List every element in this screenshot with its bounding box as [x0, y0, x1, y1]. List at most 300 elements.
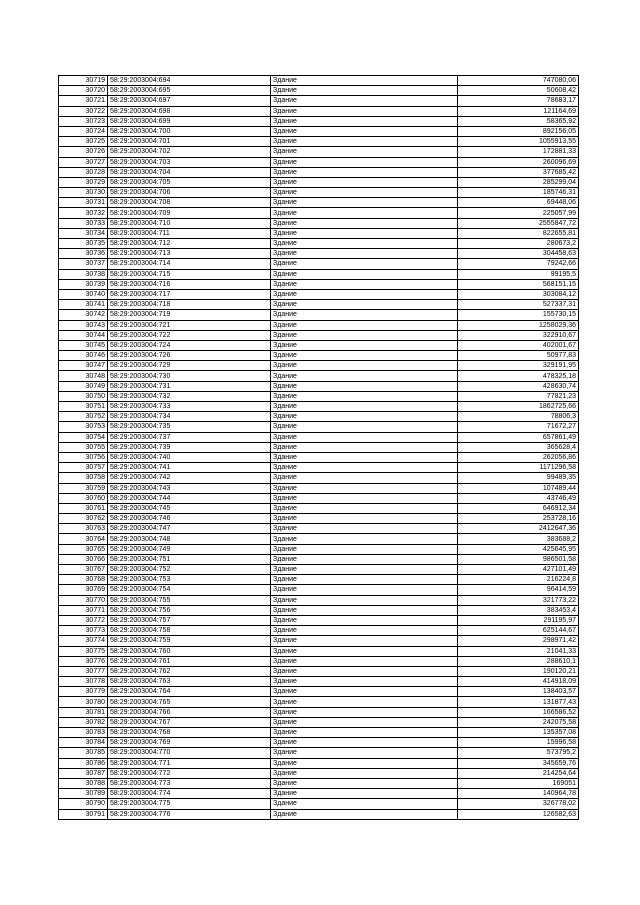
cadastral-number-cell: 58:29:2003004:759: [108, 636, 271, 646]
object-type-cell: Здание: [271, 361, 458, 371]
table-row: [59, 452, 579, 462]
object-type-cell: Здание: [271, 768, 458, 778]
table-row: [59, 177, 579, 187]
cadastral-value-cell: 216224,8: [458, 575, 579, 585]
cadastral-value-cell: 298971,42: [458, 636, 579, 646]
table-row: [59, 239, 579, 249]
cadastral-value-cell: 262056,86: [458, 452, 579, 462]
row-number-cell: 30724: [59, 126, 108, 136]
object-type-cell: Здание: [271, 259, 458, 269]
cadastral-value-cell: 71672,27: [458, 422, 579, 432]
row-number-cell: 30783: [59, 728, 108, 738]
object-type-cell: Здание: [271, 544, 458, 554]
row-number-cell: 30775: [59, 646, 108, 656]
cadastral-number-cell: 58:29:2003004:772: [108, 768, 271, 778]
object-type-cell: Здание: [271, 666, 458, 676]
cadastral-number-cell: 58:29:2003004:767: [108, 717, 271, 727]
row-number-cell: 30767: [59, 565, 108, 575]
object-type-cell: Здание: [271, 717, 458, 727]
cadastral-value-cell: 155730,15: [458, 310, 579, 320]
cadastral-number-cell: 58:29:2003004:710: [108, 218, 271, 228]
cadastral-value-cell: 321773,22: [458, 595, 579, 605]
row-number-cell: 30756: [59, 452, 108, 462]
table-row: [59, 473, 579, 483]
cadastral-value-cell: 657861,49: [458, 432, 579, 442]
cadastral-value-cell: 96414,59: [458, 585, 579, 595]
cadastral-number-cell: 58:29:2003004:773: [108, 778, 271, 788]
cadastral-number-cell: 58:29:2003004:754: [108, 585, 271, 595]
object-type-cell: Здание: [271, 585, 458, 595]
object-type-cell: Здание: [271, 86, 458, 96]
table-row: [59, 707, 579, 717]
table-row: [59, 554, 579, 564]
cadastral-number-cell: 58:29:2003004:769: [108, 738, 271, 748]
object-type-cell: Здание: [271, 575, 458, 585]
row-number-cell: 30720: [59, 86, 108, 96]
row-number-cell: 30764: [59, 534, 108, 544]
table-row: [59, 126, 579, 136]
table-row: [59, 208, 579, 218]
cadastral-number-cell: 58:29:2003004:730: [108, 371, 271, 381]
table-row: [59, 646, 579, 656]
row-number-cell: 30776: [59, 656, 108, 666]
table-row: [59, 228, 579, 238]
object-type-cell: Здание: [271, 340, 458, 350]
row-number-cell: 30737: [59, 259, 108, 269]
cadastral-value-cell: 58365,92: [458, 116, 579, 126]
object-type-cell: Здание: [271, 442, 458, 452]
object-type-cell: Здание: [271, 514, 458, 524]
cadastral-number-cell: 58:29:2003004:711: [108, 228, 271, 238]
table-row: [59, 534, 579, 544]
table-row: [59, 677, 579, 687]
object-type-cell: Здание: [271, 188, 458, 198]
cadastral-number-cell: 58:29:2003004:713: [108, 249, 271, 259]
cadastral-value-cell: 329191,95: [458, 361, 579, 371]
cadastral-number-cell: 58:29:2003004:756: [108, 605, 271, 615]
row-number-cell: 30730: [59, 188, 108, 198]
cadastral-number-cell: 58:29:2003004:753: [108, 575, 271, 585]
row-number-cell: 30765: [59, 544, 108, 554]
table-row: [59, 391, 579, 401]
cadastral-value-cell: 345659,76: [458, 758, 579, 768]
table-row: [59, 697, 579, 707]
cadastral-number-cell: 58:29:2003004:744: [108, 493, 271, 503]
row-number-cell: 30774: [59, 636, 108, 646]
cadastral-number-cell: 58:29:2003004:726: [108, 351, 271, 361]
row-number-cell: 30770: [59, 595, 108, 605]
cadastral-value-cell: 527337,31: [458, 300, 579, 310]
row-number-cell: 30734: [59, 228, 108, 238]
table-row: [59, 565, 579, 575]
cadastral-number-cell: 58:29:2003004:764: [108, 687, 271, 697]
table-row: [59, 412, 579, 422]
cadastral-value-cell: 428630,74: [458, 381, 579, 391]
table-row: [59, 666, 579, 676]
row-number-cell: 30736: [59, 249, 108, 259]
object-type-cell: Здание: [271, 422, 458, 432]
table-row: [59, 636, 579, 646]
cadastral-number-cell: 58:29:2003004:743: [108, 483, 271, 493]
object-type-cell: Здание: [271, 534, 458, 544]
table-row: [59, 463, 579, 473]
cadastral-value-cell: 79242,66: [458, 259, 579, 269]
row-number-cell: 30760: [59, 493, 108, 503]
cadastral-number-cell: 58:29:2003004:703: [108, 157, 271, 167]
cadastral-value-cell: 2555847,72: [458, 218, 579, 228]
cadastral-number-cell: 58:29:2003004:716: [108, 279, 271, 289]
row-number-cell: 30763: [59, 524, 108, 534]
cadastral-value-cell: 69448,06: [458, 198, 579, 208]
cadastral-value-cell: 427101,49: [458, 565, 579, 575]
object-type-cell: Здание: [271, 76, 458, 86]
row-number-cell: 30742: [59, 310, 108, 320]
cadastral-value-cell: 646912,34: [458, 503, 579, 513]
table-row: [59, 116, 579, 126]
cadastral-number-cell: 58:29:2003004:715: [108, 269, 271, 279]
row-number-cell: 30728: [59, 167, 108, 177]
cadastral-value-cell: 402001,67: [458, 340, 579, 350]
cadastral-value-cell: 166586,52: [458, 707, 579, 717]
object-type-cell: Здание: [271, 289, 458, 299]
object-type-cell: Здание: [271, 493, 458, 503]
cadastral-number-cell: 58:29:2003004:737: [108, 432, 271, 442]
cadastral-number-cell: 58:29:2003004:722: [108, 330, 271, 340]
object-type-cell: Здание: [271, 198, 458, 208]
table-row: [59, 514, 579, 524]
table-row: [59, 544, 579, 554]
object-type-cell: Здание: [271, 697, 458, 707]
table-body: [59, 76, 579, 820]
cadastral-value-cell: 140964,78: [458, 789, 579, 799]
table-row: [59, 738, 579, 748]
row-number-cell: 30784: [59, 738, 108, 748]
table-row: [59, 768, 579, 778]
table-row: [59, 279, 579, 289]
row-number-cell: 30739: [59, 279, 108, 289]
cadastral-number-cell: 58:29:2003004:731: [108, 381, 271, 391]
object-type-cell: Здание: [271, 554, 458, 564]
cadastral-value-cell: 225057,99: [458, 208, 579, 218]
row-number-cell: 30740: [59, 289, 108, 299]
row-number-cell: 30725: [59, 137, 108, 147]
cadastral-number-cell: 58:29:2003004:704: [108, 167, 271, 177]
cadastral-number-cell: 58:29:2003004:763: [108, 677, 271, 687]
cadastral-value-cell: 377685,42: [458, 167, 579, 177]
table-row: [59, 218, 579, 228]
cadastral-number-cell: 58:29:2003004:758: [108, 626, 271, 636]
cadastral-number-cell: 58:29:2003004:740: [108, 452, 271, 462]
cadastral-number-cell: 58:29:2003004:762: [108, 666, 271, 676]
object-type-cell: Здание: [271, 157, 458, 167]
cadastral-number-cell: 58:29:2003004:734: [108, 412, 271, 422]
object-type-cell: Здание: [271, 310, 458, 320]
cadastral-number-cell: 58:29:2003004:771: [108, 758, 271, 768]
object-type-cell: Здание: [271, 758, 458, 768]
object-type-cell: Здание: [271, 799, 458, 809]
table-row: [59, 687, 579, 697]
object-type-cell: Здание: [271, 656, 458, 666]
cadastral-value-cell: 260096,69: [458, 157, 579, 167]
cadastral-value-cell: 291195,97: [458, 615, 579, 625]
cadastral-value-cell: 1171296,58: [458, 463, 579, 473]
object-type-cell: Здание: [271, 391, 458, 401]
cadastral-value-cell: 892156,05: [458, 126, 579, 136]
row-number-cell: 30773: [59, 626, 108, 636]
cadastral-value-cell: 43746,49: [458, 493, 579, 503]
row-number-cell: 30733: [59, 218, 108, 228]
cadastral-value-cell: 288610,1: [458, 656, 579, 666]
row-number-cell: 30780: [59, 697, 108, 707]
object-type-cell: Здание: [271, 351, 458, 361]
cadastral-number-cell: 58:29:2003004:709: [108, 208, 271, 218]
cadastral-value-cell: 15996,58: [458, 738, 579, 748]
table-row: [59, 483, 579, 493]
table-row: [59, 310, 579, 320]
cadastral-number-cell: 58:29:2003004:768: [108, 728, 271, 738]
row-number-cell: 30735: [59, 239, 108, 249]
row-number-cell: 30741: [59, 300, 108, 310]
row-number-cell: 30751: [59, 402, 108, 412]
row-number-cell: 30761: [59, 503, 108, 513]
row-number-cell: 30759: [59, 483, 108, 493]
cadastral-number-cell: 58:29:2003004:755: [108, 595, 271, 605]
row-number-cell: 30757: [59, 463, 108, 473]
row-number-cell: 30744: [59, 330, 108, 340]
cadastral-value-cell: 99195,5: [458, 269, 579, 279]
object-type-cell: Здание: [271, 503, 458, 513]
cadastral-number-cell: 58:29:2003004:717: [108, 289, 271, 299]
cadastral-number-cell: 58:29:2003004:700: [108, 126, 271, 136]
table-row: [59, 96, 579, 106]
object-type-cell: Здание: [271, 432, 458, 442]
table-row: [59, 432, 579, 442]
cadastral-number-cell: 58:29:2003004:742: [108, 473, 271, 483]
object-type-cell: Здание: [271, 473, 458, 483]
cadastral-number-cell: 58:29:2003004:761: [108, 656, 271, 666]
row-number-cell: 30738: [59, 269, 108, 279]
cadastral-value-cell: 78806,3: [458, 412, 579, 422]
cadastral-value-cell: 253728,16: [458, 514, 579, 524]
data-table: [58, 75, 579, 820]
object-type-cell: Здание: [271, 677, 458, 687]
cadastral-value-cell: 169051: [458, 778, 579, 788]
row-number-cell: 30785: [59, 748, 108, 758]
cadastral-value-cell: 365628,4: [458, 442, 579, 452]
row-number-cell: 30788: [59, 778, 108, 788]
object-type-cell: Здание: [271, 371, 458, 381]
row-number-cell: 30786: [59, 758, 108, 768]
row-number-cell: 30778: [59, 677, 108, 687]
row-number-cell: 30779: [59, 687, 108, 697]
cadastral-number-cell: 58:29:2003004:766: [108, 707, 271, 717]
object-type-cell: Здание: [271, 167, 458, 177]
object-type-cell: Здание: [271, 646, 458, 656]
cadastral-value-cell: 986501,58: [458, 554, 579, 564]
object-type-cell: Здание: [271, 463, 458, 473]
cadastral-number-cell: 58:29:2003004:697: [108, 96, 271, 106]
object-type-cell: Здание: [271, 809, 458, 819]
cadastral-value-cell: 99489,35: [458, 473, 579, 483]
object-type-cell: Здание: [271, 636, 458, 646]
cadastral-number-cell: 58:29:2003004:708: [108, 198, 271, 208]
cadastral-number-cell: 58:29:2003004:733: [108, 402, 271, 412]
cadastral-value-cell: 214254,64: [458, 768, 579, 778]
row-number-cell: 30755: [59, 442, 108, 452]
row-number-cell: 30768: [59, 575, 108, 585]
row-number-cell: 30752: [59, 412, 108, 422]
table-row: [59, 442, 579, 452]
cadastral-number-cell: 58:29:2003004:702: [108, 147, 271, 157]
row-number-cell: 30789: [59, 789, 108, 799]
object-type-cell: Здание: [271, 748, 458, 758]
object-type-cell: Здание: [271, 320, 458, 330]
cadastral-number-cell: 58:29:2003004:729: [108, 361, 271, 371]
cadastral-value-cell: 50608,42: [458, 86, 579, 96]
object-type-cell: Здание: [271, 279, 458, 289]
table-row: [59, 371, 579, 381]
table-row: [59, 340, 579, 350]
object-type-cell: Здание: [271, 778, 458, 788]
object-type-cell: Здание: [271, 116, 458, 126]
row-number-cell: 30726: [59, 147, 108, 157]
object-type-cell: Здание: [271, 565, 458, 575]
table-row: [59, 799, 579, 809]
cadastral-number-cell: 58:29:2003004:724: [108, 340, 271, 350]
table-row: [59, 106, 579, 116]
row-number-cell: 30719: [59, 76, 108, 86]
table-row: [59, 137, 579, 147]
row-number-cell: 30748: [59, 371, 108, 381]
cadastral-number-cell: 58:29:2003004:701: [108, 137, 271, 147]
object-type-cell: Здание: [271, 208, 458, 218]
object-type-cell: Здание: [271, 137, 458, 147]
cadastral-number-cell: 58:29:2003004:706: [108, 188, 271, 198]
cadastral-value-cell: 478325,18: [458, 371, 579, 381]
cadastral-number-cell: 58:29:2003004:719: [108, 310, 271, 320]
table-row: [59, 86, 579, 96]
cadastral-value-cell: 625144,67: [458, 626, 579, 636]
table-row: [59, 249, 579, 259]
table-row: [59, 300, 579, 310]
table-row: [59, 595, 579, 605]
table-row: [59, 778, 579, 788]
object-type-cell: Здание: [271, 595, 458, 605]
row-number-cell: 30753: [59, 422, 108, 432]
table-row: [59, 615, 579, 625]
row-number-cell: 30747: [59, 361, 108, 371]
row-number-cell: 30781: [59, 707, 108, 717]
cadastral-number-cell: 58:29:2003004:775: [108, 799, 271, 809]
object-type-cell: Здание: [271, 687, 458, 697]
row-number-cell: 30762: [59, 514, 108, 524]
table-row: [59, 289, 579, 299]
row-number-cell: 30731: [59, 198, 108, 208]
table-row: [59, 351, 579, 361]
object-type-cell: Здание: [271, 738, 458, 748]
table-row: [59, 402, 579, 412]
cadastral-number-cell: 58:29:2003004:774: [108, 789, 271, 799]
row-number-cell: 30743: [59, 320, 108, 330]
object-type-cell: Здание: [271, 615, 458, 625]
cadastral-number-cell: 58:29:2003004:721: [108, 320, 271, 330]
cadastral-value-cell: 126582,63: [458, 809, 579, 819]
cadastral-number-cell: 58:29:2003004:747: [108, 524, 271, 534]
row-number-cell: 30750: [59, 391, 108, 401]
table-row: [59, 188, 579, 198]
row-number-cell: 30754: [59, 432, 108, 442]
cadastral-value-cell: 1258029,36: [458, 320, 579, 330]
object-type-cell: Здание: [271, 452, 458, 462]
cadastral-value-cell: 172881,33: [458, 147, 579, 157]
row-number-cell: 30791: [59, 809, 108, 819]
row-number-cell: 30745: [59, 340, 108, 350]
object-type-cell: Здание: [271, 96, 458, 106]
cadastral-value-cell: 414918,09: [458, 677, 579, 687]
table-row: [59, 198, 579, 208]
table-row: [59, 626, 579, 636]
row-number-cell: 30790: [59, 799, 108, 809]
cadastral-value-cell: 77821,23: [458, 391, 579, 401]
row-number-cell: 30782: [59, 717, 108, 727]
cadastral-number-cell: 58:29:2003004:712: [108, 239, 271, 249]
row-number-cell: 30771: [59, 605, 108, 615]
cadastral-value-cell: 2412647,36: [458, 524, 579, 534]
table-row: [59, 76, 579, 86]
table-row: [59, 269, 579, 279]
row-number-cell: 30722: [59, 106, 108, 116]
row-number-cell: 30729: [59, 177, 108, 187]
row-number-cell: 30727: [59, 157, 108, 167]
table-row: [59, 717, 579, 727]
cadastral-value-cell: 50977,83: [458, 351, 579, 361]
cadastral-number-cell: 58:29:2003004:765: [108, 697, 271, 707]
row-number-cell: 30766: [59, 554, 108, 564]
row-number-cell: 30721: [59, 96, 108, 106]
cadastral-value-cell: 747080,06: [458, 76, 579, 86]
cadastral-number-cell: 58:29:2003004:748: [108, 534, 271, 544]
cadastral-value-cell: 303084,12: [458, 289, 579, 299]
cadastral-value-cell: 242075,58: [458, 717, 579, 727]
row-number-cell: 30777: [59, 666, 108, 676]
table-row: [59, 503, 579, 513]
object-type-cell: Здание: [271, 381, 458, 391]
cadastral-number-cell: 58:29:2003004:746: [108, 514, 271, 524]
table-row: [59, 157, 579, 167]
object-type-cell: Здание: [271, 605, 458, 615]
cadastral-number-cell: 58:29:2003004:694: [108, 76, 271, 86]
object-type-cell: Здание: [271, 728, 458, 738]
cadastral-number-cell: 58:29:2003004:776: [108, 809, 271, 819]
object-type-cell: Здание: [271, 218, 458, 228]
cadastral-value-cell: 322910,67: [458, 330, 579, 340]
cadastral-value-cell: 131877,43: [458, 697, 579, 707]
table-row: [59, 728, 579, 738]
cadastral-value-cell: 21041,33: [458, 646, 579, 656]
table-row: [59, 422, 579, 432]
cadastral-number-cell: 58:29:2003004:735: [108, 422, 271, 432]
object-type-cell: Здание: [271, 269, 458, 279]
table-row: [59, 381, 579, 391]
table-row: [59, 259, 579, 269]
cadastral-value-cell: 383453,4: [458, 605, 579, 615]
cadastral-value-cell: 568151,15: [458, 279, 579, 289]
object-type-cell: Здание: [271, 147, 458, 157]
cadastral-value-cell: 138403,57: [458, 687, 579, 697]
cadastral-number-cell: 58:29:2003004:732: [108, 391, 271, 401]
row-number-cell: 30758: [59, 473, 108, 483]
cadastral-number-cell: 58:29:2003004:718: [108, 300, 271, 310]
